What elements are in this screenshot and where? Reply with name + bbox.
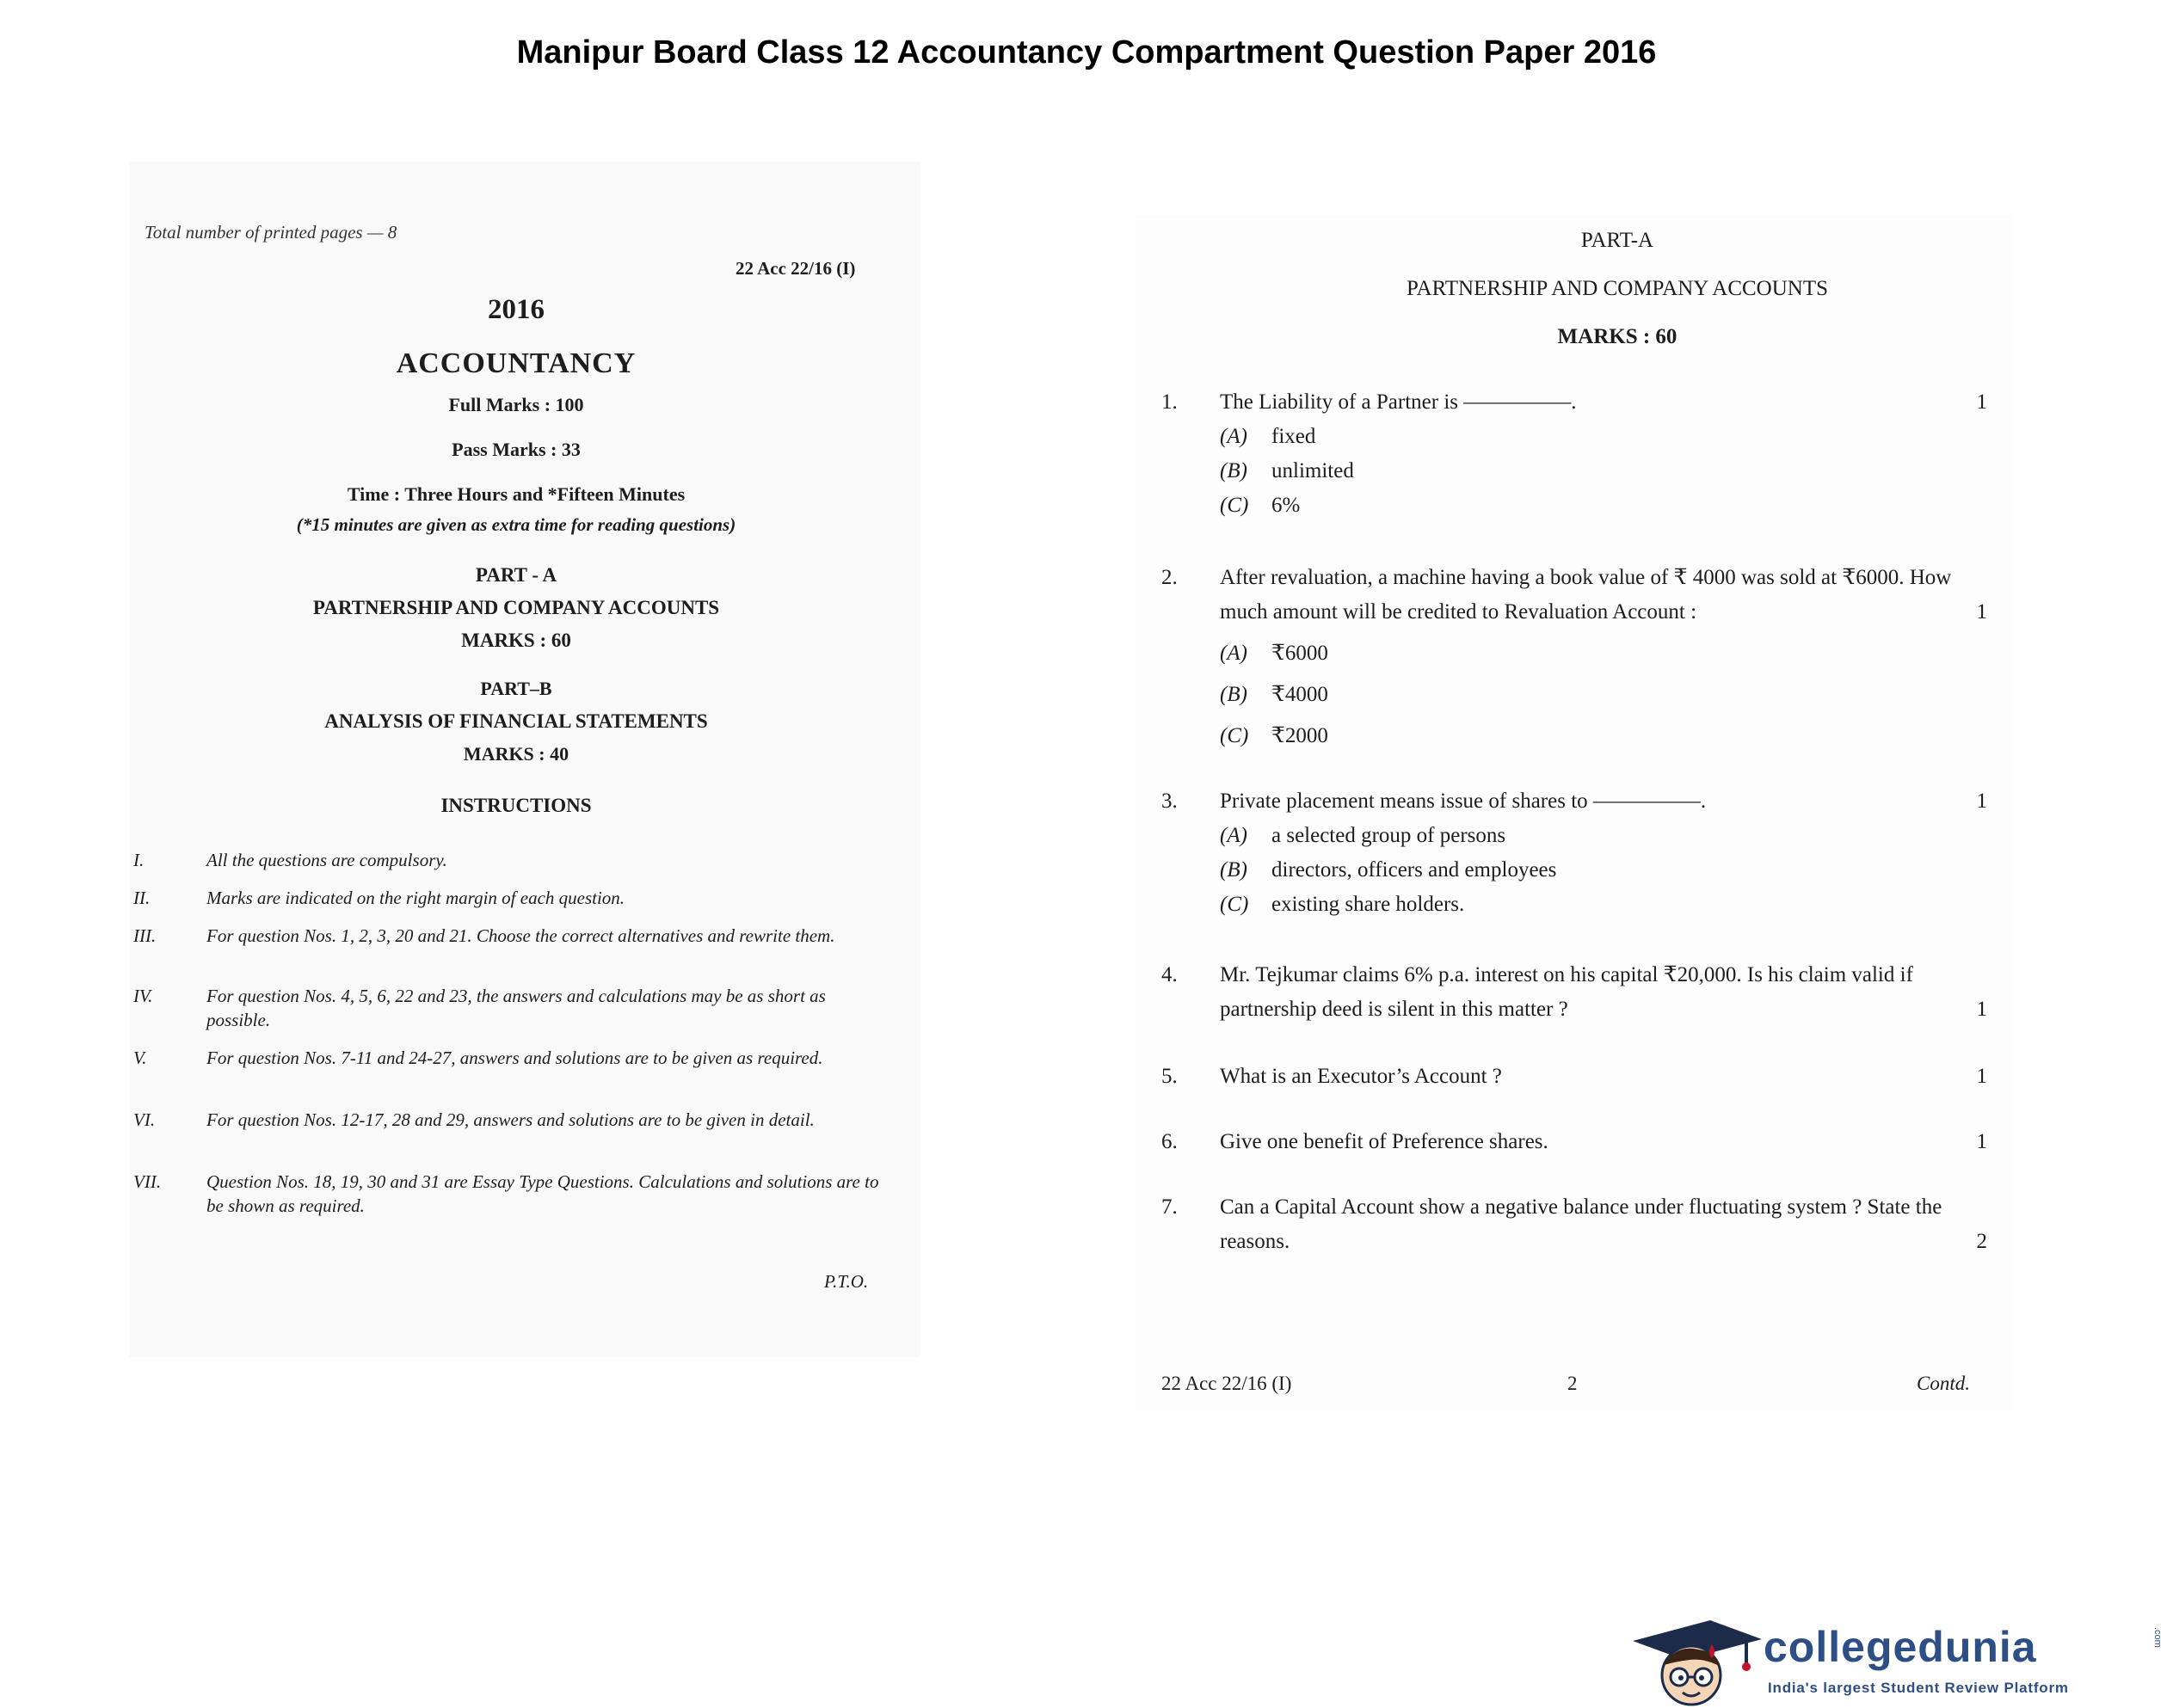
part-b-title: ANALYSIS OF FINANCIAL STATEMENTS <box>324 710 708 732</box>
question-number: 4. <box>1161 963 1178 986</box>
part-a-title: PARTNERSHIP AND COMPANY ACCOUNTS <box>312 597 720 618</box>
part-b-heading: PART–B <box>480 678 552 699</box>
option-item <box>1220 819 1987 853</box>
instruction-text: For question Nos. 7-11 and 24-27, answers and solutions are to be given as required. <box>206 1048 823 1068</box>
instruction-number: III. <box>133 925 157 946</box>
question-number: 6. <box>1161 1130 1178 1153</box>
page-banner-title: Manipur Board Class 12 Accountancy Compartment Question Paper 2016 <box>516 34 1657 71</box>
option-item <box>1220 488 1987 523</box>
option-item <box>1220 420 1987 454</box>
option-text: fixed <box>1271 425 1316 448</box>
collegedunia-tagline: India's largest Student Review Platform <box>1768 1680 2069 1696</box>
question-marks: 1 <box>1976 998 1987 1021</box>
question-text: After revaluation, a machine having a book value of ₹ 4000 was sold at ₹6000. How much amount will be credited to Revaluation Account : <box>1220 566 1952 624</box>
printed-pages-note: Total number of printed pages — 8 <box>145 222 397 243</box>
option-label: (B) <box>1220 858 1247 882</box>
full-marks: Full Marks : 100 <box>448 394 584 415</box>
option-label: (A) <box>1220 425 1247 448</box>
question-item <box>1161 958 1987 1027</box>
option-text: a selected group of persons <box>1271 824 1506 847</box>
part-b-marks: MARKS : 40 <box>463 743 569 765</box>
paper-code: 22 Acc 22/16 (I) <box>736 258 856 279</box>
question-marks: 2 <box>1976 1230 1987 1253</box>
option-label: (A) <box>1220 824 1247 847</box>
option-label: (C) <box>1220 893 1249 916</box>
question-item <box>1161 1125 1987 1159</box>
option-label: (B) <box>1220 683 1247 706</box>
question-text: What is an Executor’s Account ? <box>1220 1065 1502 1088</box>
option-text: 6% <box>1271 494 1301 517</box>
option-text: directors, officers and employees <box>1271 858 1557 882</box>
instruction-text: For question Nos. 1, 2, 3, 20 and 21. Choose the correct alternatives and rewrite them. <box>206 925 835 946</box>
instruction-item <box>133 886 890 910</box>
question-marks: 1 <box>1976 600 1987 624</box>
exam-time-note: (*15 minutes are given as extra time for reading questions) <box>296 514 736 535</box>
option-item <box>1220 678 1987 712</box>
instruction-number: I. <box>133 850 145 870</box>
subject-title: ACCOUNTANCY <box>396 347 637 379</box>
option-label: (A) <box>1220 642 1247 665</box>
option-item <box>1220 636 1987 671</box>
option-text: ₹6000 <box>1271 642 1328 665</box>
question-text: Can a Capital Account show a negative balance under fluctuating system ? State the reasons. <box>1220 1195 1942 1253</box>
instruction-number: II. <box>133 888 151 908</box>
question-item <box>1161 784 1987 922</box>
option-item <box>1220 888 1987 922</box>
instruction-text: For question Nos. 4, 5, 6, 22 and 23, the answers and calculations may be as short as possible. <box>206 986 826 1030</box>
question-text: Give one benefit of Preference shares. <box>1220 1130 1548 1153</box>
instruction-text: Marks are indicated on the right margin of each question. <box>206 888 625 908</box>
exam-year: 2016 <box>488 294 545 325</box>
question-item <box>1161 561 1987 753</box>
instruction-number: VII. <box>133 1171 162 1192</box>
instruction-item <box>133 1170 890 1218</box>
exam-time: Time : Three Hours and *Fifteen Minutes <box>347 483 686 505</box>
question-marks: 1 <box>1976 390 1987 414</box>
option-item <box>1220 454 1987 488</box>
footer-page-number: 2 <box>1567 1373 1578 1394</box>
instructions-heading: INSTRUCTIONS <box>440 795 592 816</box>
option-text: unlimited <box>1271 459 1354 482</box>
question-number: 5. <box>1161 1065 1178 1088</box>
part-a-marks: MARKS : 60 <box>461 630 571 651</box>
option-item <box>1220 853 1987 888</box>
instruction-item <box>133 848 890 872</box>
pass-marks: Pass Marks : 33 <box>452 439 581 460</box>
question-marks: 1 <box>1976 1130 1987 1153</box>
instruction-text: For question Nos. 12-17, 28 and 29, answers and solutions are to be given in detail. <box>206 1109 815 1130</box>
instruction-text: All the questions are compulsory. <box>206 850 447 870</box>
option-label: (B) <box>1220 459 1247 482</box>
right-part-marks: MARKS : 60 <box>1557 325 1677 348</box>
question-number: 1. <box>1161 390 1178 414</box>
collegedunia-domain: .com <box>2152 1627 2163 1648</box>
instruction-item <box>133 1108 890 1132</box>
question-text: Private placement means issue of shares to —————. <box>1220 789 1707 813</box>
option-label: (C) <box>1220 724 1249 747</box>
option-text: ₹4000 <box>1271 683 1328 706</box>
question-item <box>1161 1190 1987 1259</box>
option-text: existing share holders. <box>1271 893 1465 916</box>
instruction-number: IV. <box>133 986 153 1006</box>
question-text: Mr. Tejkumar claims 6% p.a. interest on his capital ₹20,000. Is his claim valid if partnership deed is silent in this matter ? <box>1220 963 1913 1021</box>
option-text: ₹2000 <box>1271 724 1328 747</box>
option-label: (C) <box>1220 494 1249 517</box>
instruction-text: Question Nos. 18, 19, 30 and 31 are Essay Type Questions. Calculations and solutions are to be shown as required. <box>206 1171 879 1216</box>
collegedunia-brand: collegedunia <box>1764 1623 2037 1671</box>
question-number: 3. <box>1161 789 1178 813</box>
instruction-number: V. <box>133 1048 147 1068</box>
question-item <box>1161 1060 1987 1094</box>
question-marks: 1 <box>1976 789 1987 813</box>
question-item <box>1161 385 1987 523</box>
question-number: 2. <box>1161 566 1178 589</box>
right-part-heading: PART-A <box>1580 229 1654 252</box>
option-item <box>1220 719 1987 753</box>
part-a-heading: PART - A <box>475 564 557 586</box>
instruction-item <box>133 1046 890 1070</box>
instruction-item <box>133 984 890 1032</box>
pto-note: P.T.O. <box>824 1271 869 1292</box>
question-text: The Liability of a Partner is —————. <box>1220 390 1577 414</box>
instruction-number: VI. <box>133 1109 156 1130</box>
footer-contd: Contd. <box>1917 1373 1970 1394</box>
question-marks: 1 <box>1976 1065 1987 1088</box>
question-number: 7. <box>1161 1195 1178 1219</box>
right-part-title: PARTNERSHIP AND COMPANY ACCOUNTS <box>1406 277 1829 300</box>
instruction-item <box>133 924 890 948</box>
footer-paper-code: 22 Acc 22/16 (I) <box>1161 1373 1292 1394</box>
